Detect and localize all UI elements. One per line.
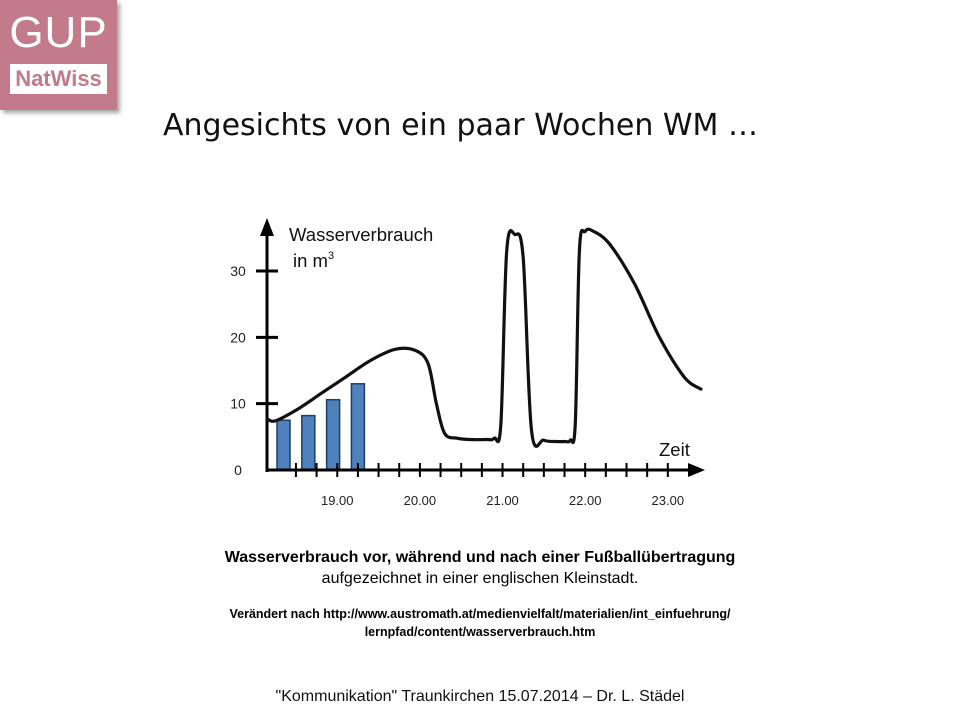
y-axis-label-line1: Wasserverbrauch	[289, 224, 434, 245]
logo-main-text: GUP	[9, 8, 108, 57]
caption-title: Wasserverbrauch vor, während und nach einer Fußballübertragung	[224, 549, 736, 566]
footer-text: "Kommunikation" Traunkirchen 15.07.2014 – Dr. L. Städel	[275, 688, 685, 705]
bars-layer	[277, 384, 364, 470]
source-line-1: Verändert nach http://www.austromath.at/medienvielfalt/materialien/int_einfuehrung/	[229, 607, 731, 621]
y-axis-unit: in m	[293, 250, 328, 271]
x-tick-label: 23.00	[651, 493, 685, 508]
x-axis-label: Zeit	[659, 439, 690, 460]
x-tick-label: 22.00	[568, 493, 602, 508]
y-tick-label: 20	[230, 329, 246, 346]
y-axis-arrowhead	[260, 218, 274, 236]
slide-title: Angesichts von ein paar Wochen WM …	[163, 108, 758, 143]
x-tick-label: 19.00	[320, 493, 354, 508]
y-axis-unit-exponent: 3	[327, 250, 335, 262]
x-axis-arrowhead	[688, 463, 705, 477]
y-tick-label: 10	[230, 395, 246, 412]
x-tick-label: 20.00	[403, 493, 437, 508]
y-axis-label-line2	[293, 250, 334, 271]
bar-2	[302, 416, 315, 470]
y-tick-label: 0	[234, 462, 242, 478]
caption-subtitle: aufgezeichnet in einer englischen Kleinstadt.	[321, 570, 639, 587]
x-tick-label: 21.00	[486, 493, 519, 508]
y-tick-label: 30	[230, 263, 246, 280]
source-line-2: lernpfad/content/wasserverbrauch.htm	[364, 625, 596, 639]
bar-4	[351, 384, 364, 470]
y-ticks-layer	[230, 263, 278, 478]
bar-3	[327, 400, 340, 470]
logo-sub-text: NatWiss	[15, 66, 102, 91]
bar-1	[277, 420, 290, 470]
